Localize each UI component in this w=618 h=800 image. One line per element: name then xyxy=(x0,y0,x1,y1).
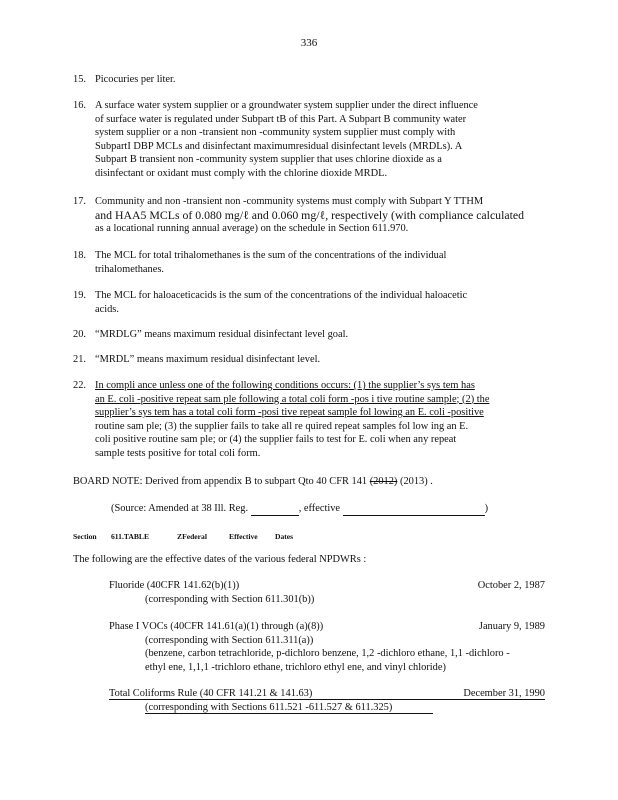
note-17 xyxy=(73,195,547,236)
underline-rule xyxy=(109,699,545,700)
note-line: supplier’s sys tem has a total coli form -posi tive repeat sample fol lowing an E. coli -positive xyxy=(95,407,484,419)
intro-text: The following are the effective dates of the various federal NPDWRs : xyxy=(73,554,367,565)
note-number: 22. xyxy=(73,380,86,391)
entry-title: Phase I VOCs (40CFR 141.61(a)(1) through (a)(8)) xyxy=(109,621,324,632)
source-middle: , effective xyxy=(298,503,341,514)
note-line: “MRDL” means maximum residual disinfectant level. xyxy=(95,354,321,365)
underline-rule xyxy=(145,713,433,714)
note-number: 19. xyxy=(73,290,86,301)
note-line: The MCL for haloaceticacids is the sum of the concentrations of the individual haloacetic xyxy=(95,290,468,301)
note-line: sample tests positive for total coli form. xyxy=(95,447,261,459)
note-21 xyxy=(73,353,547,367)
note-number: 21. xyxy=(73,354,86,365)
note-line: “MRDLG” means maximum residual disinfectant level goal. xyxy=(95,329,349,340)
entry-sub: (corresponding with Sections 611.521 -611.527 & 611.325) xyxy=(145,701,393,713)
entry-sub: (corresponding with Section 611.301(b)) xyxy=(145,593,315,605)
note-16 xyxy=(73,99,547,181)
npdwr-entry-fluoride xyxy=(109,579,545,606)
federal-label: ZFederal xyxy=(177,532,207,541)
note-line: In compli ance unless one of the following conditions occurs: (1) the supplier’s sys tem has xyxy=(95,380,475,391)
note-line: and HAA5 MCLs of 0.080 mg/ℓ and 0.060 mg/ℓ, respectively (with compliance calculated xyxy=(95,207,525,222)
note-number: 16. xyxy=(73,100,86,111)
entry-date: October 2, 1987 xyxy=(477,580,545,591)
board-note xyxy=(73,475,433,489)
entry-title: Total Coliforms Rule (40 CFR 141.21 & 141.63) xyxy=(109,688,313,699)
table-label: 611.TABLE xyxy=(111,532,150,541)
note-line: The MCL for total trihalomethanes is the sum of the concentrations of the individual xyxy=(95,250,447,261)
section-label: Section xyxy=(73,532,97,541)
note-line: disinfectant or oxidant must comply with the chlorine dioxide MRDL. xyxy=(95,167,388,179)
note-number: 20. xyxy=(73,329,86,340)
entry-title: Fluoride (40CFR 141.62(b)(1)) xyxy=(109,580,240,591)
note-line: acids. xyxy=(95,303,119,315)
note-line: routine sam ple; (3) the supplier fails to take all re quired repeat samples fol low ing an E. xyxy=(95,420,469,432)
note-line: an E. coli -positive repeat sam ple following a total coli form -pos i tive routine sample; (2) the xyxy=(95,393,490,405)
note-18 xyxy=(73,249,547,276)
source-suffix: ) xyxy=(484,503,489,514)
note-line: coli positive routine sam ple; or (4) the supplier fails to test for E. coli when any repeat xyxy=(95,434,457,446)
note-number: 17. xyxy=(73,196,86,207)
entry-date: December 31, 1990 xyxy=(463,688,545,699)
board-note-struck-year: (2012) xyxy=(369,476,398,487)
page-number: 336 xyxy=(300,37,318,49)
dates-label: Dates xyxy=(275,532,294,541)
source-prefix: (Source: Amended at 38 Ill. Reg. xyxy=(111,503,249,514)
entry-date: January 9, 1989 xyxy=(478,621,545,632)
note-number: 18. xyxy=(73,250,86,261)
npdwr-entry-phase-i-vocs xyxy=(109,620,545,674)
register-page-blank xyxy=(251,504,299,516)
note-15 xyxy=(73,73,547,87)
note-line: trihalomethanes. xyxy=(95,263,164,275)
note-line: system supplier or a non -transient non -community system supplier must comply with xyxy=(95,127,456,139)
effective-label: Effective xyxy=(229,532,258,541)
note-19 xyxy=(73,289,547,316)
note-line: Subpart B transient non -community system supplier that uses chlorine dioxide as a xyxy=(95,154,442,166)
entry-sub: (corresponding with Section 611.311(a)) xyxy=(145,634,314,646)
note-line: as a locational running annual average) on the schedule in Section 611.970. xyxy=(95,223,409,235)
entry-sub: ethyl ene, 1,1,1 -trichloro ethane, trichloro ethyl ene, and vinyl chloride) xyxy=(145,661,446,673)
note-line: of surface water is regulated under Subpart tB of this Part. A Subpart B community water xyxy=(95,113,467,125)
note-22 xyxy=(73,379,547,461)
note-line: Community and non -transient non -community systems must comply with Subpart Y TTHM xyxy=(95,196,484,207)
note-20 xyxy=(73,328,547,342)
note-number: 15. xyxy=(73,74,86,85)
note-line: Picocuries per liter. xyxy=(95,74,176,85)
board-note-suffix: (2013) . xyxy=(397,476,433,487)
note-line: SubpartI DBP MCLs and disinfectant maximumresidual disinfectant levels (MRDLs). A xyxy=(95,140,463,152)
effective-date-blank xyxy=(343,504,485,516)
note-line: A surface water system supplier or a groundwater system supplier under the direct influence xyxy=(95,100,478,111)
entry-sub: (benzene, carbon tetrachloride, p-dichloro benzene, 1,2 -dichloro ethane, 1,1 -dichloro - xyxy=(145,648,510,660)
npdwr-entry-total-coliforms xyxy=(109,687,545,714)
board-note-text: BOARD NOTE: Derived from appendix B to subpart Qto 40 CFR 141 xyxy=(73,476,370,487)
source-line xyxy=(111,502,488,516)
